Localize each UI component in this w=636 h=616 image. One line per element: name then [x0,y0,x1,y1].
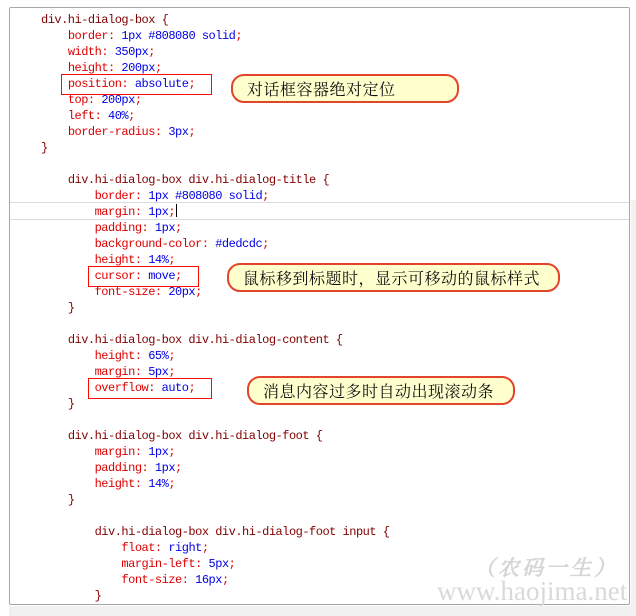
indent [41,381,95,395]
code-token: ; [228,557,236,571]
indent [41,173,68,187]
code-token: margin-left: [121,557,202,571]
code-token: move [141,269,176,283]
code-line [41,28,389,44]
code-token: ; [188,77,196,91]
code-line [41,476,389,492]
code-token: float: [121,541,162,555]
code-line [41,44,389,60]
code-token: ; [168,477,176,491]
code-token: ; [262,189,269,203]
code-token: 200px [94,93,135,107]
code-token: 14% [141,253,169,267]
code-line [41,172,389,188]
indent [41,125,68,139]
code-token: ; [175,221,182,235]
indent [41,333,68,347]
indent [41,589,95,603]
code-line [41,188,389,204]
code-token: 5px [201,557,229,571]
code-line [41,508,389,524]
code-token: ; [235,29,243,43]
indent [41,109,68,123]
code-token: ; [221,573,229,587]
code-token: ; [168,349,176,363]
indent [41,349,95,363]
indent [41,253,95,267]
code-token: position: [67,77,129,91]
code-token: 1px [141,445,169,459]
code-token: font-size: [94,285,162,299]
code-line [41,460,389,476]
code-token: #dedcdc [208,237,263,251]
code-line [41,492,389,508]
code-token: width: [67,45,109,59]
code-token: border-radius: [67,125,162,139]
indent [41,493,68,507]
code-line [41,108,389,124]
code-token: border: [94,189,142,203]
indent [41,541,121,555]
code-token: padding: [94,461,149,475]
code-token: 1px #808080 solid [114,29,236,43]
indent [41,365,95,379]
code-token: margin: [94,365,142,379]
code-token: div.hi-dialog-box div.hi-dialog-foot input { [94,525,390,539]
code-line [41,524,389,540]
code-token: ; [148,45,155,59]
code-token: height: [94,253,142,267]
code-token: 1px [148,461,176,475]
code-line [41,12,389,28]
code-line [41,316,389,332]
highlight-box [88,378,213,399]
code-token: 1px #808080 solid [141,189,263,203]
page-edge-bottom [9,606,636,616]
indent [41,525,95,539]
code-token: cursor: [94,269,142,283]
callout-cursor-move [227,263,560,292]
code-line [41,124,389,140]
code-token: margin: [94,445,142,459]
code-token: } [67,397,75,411]
code-token: } [67,301,75,315]
indent [41,301,68,315]
code-line [41,556,389,572]
code-token: absolute [128,77,189,91]
code-token: background-color: [94,237,209,251]
code-token: 1px [148,221,176,235]
code-token: left: [67,109,102,123]
code-token: ; [168,253,176,267]
indent [41,461,95,475]
code-token: 16px [188,573,222,587]
indent [41,221,95,235]
code-token: ; [128,109,135,123]
indent [41,205,95,219]
code-token: height: [67,61,115,75]
code-token: ; [154,61,162,75]
code-token: height: [94,349,142,363]
code-token: 5px [141,365,169,379]
indent [41,285,95,299]
code-token: } [41,141,48,155]
code-token: ; [168,365,176,379]
code-token: ; [262,237,269,251]
code-token: height: [94,477,142,491]
code-line [41,140,389,156]
code-token: 200px [114,61,155,75]
code-token: 1px [141,205,169,219]
code-token: div.hi-dialog-box div.hi-dialog-foot { [67,429,323,443]
code-token: margin: [94,205,142,219]
indent [41,45,68,59]
code-line [41,444,389,460]
code-line [41,300,389,316]
indent [41,269,95,283]
code-line [41,156,389,172]
code-line [41,332,389,348]
code-token: ; [168,205,176,219]
indent [41,93,68,107]
code-line [41,572,389,588]
code-token: ; [201,541,209,555]
callout-text: 消息内容过多时自动出现滚动条 [263,384,495,401]
indent [41,237,95,251]
code-token: top: [67,93,95,107]
code-line [41,236,389,252]
page-edge-right [631,200,636,616]
code-token: 3px [161,125,189,139]
code-token: overflow: [94,381,155,395]
code-token: div.hi-dialog-box { [41,13,169,27]
indent [41,445,95,459]
callout-text: 鼠标移到标题时，显示可移动的鼠标样式 [243,271,541,288]
code-token: border: [67,29,115,43]
code-token: 40% [101,109,129,123]
indent [41,477,95,491]
code-line [41,220,389,236]
text-caret [176,204,177,217]
code-token: auto [154,381,189,395]
code-token: ; [175,269,182,283]
code-token: right [161,541,202,555]
code-token: 20px [161,285,196,299]
callout-absolute-position [231,74,459,103]
code-token: } [94,589,102,603]
indent [41,397,68,411]
indent [41,189,95,203]
code-line [41,428,389,444]
code-line [41,348,389,364]
code-token: ; [175,461,182,475]
code-line [41,412,389,428]
code-token: padding: [94,221,149,235]
code-token: ; [188,381,196,395]
code-token: div.hi-dialog-box div.hi-dialog-content { [67,333,343,347]
watermark-brand: （农码一生） [474,555,618,580]
code-line [41,204,389,220]
watermark-site: www.haojima.net [437,576,628,606]
code-token: ; [134,93,142,107]
indent [41,573,121,587]
code-token: ; [168,445,176,459]
code-token: 14% [141,477,169,491]
code-token: } [67,493,75,507]
code-token: ; [195,285,202,299]
indent [41,557,121,571]
code-token: ; [188,125,196,139]
indent [41,61,68,75]
code-line [41,588,389,604]
code-token: div.hi-dialog-box div.hi-dialog-title { [67,173,330,187]
indent [41,29,68,43]
code-token: 350px [108,45,149,59]
code-token: 65% [141,349,169,363]
code-line [41,540,389,556]
callout-overflow-auto [247,376,515,405]
callout-text: 对话框容器绝对定位 [247,82,396,99]
indent [41,429,68,443]
code-token: font-size: [121,573,189,587]
